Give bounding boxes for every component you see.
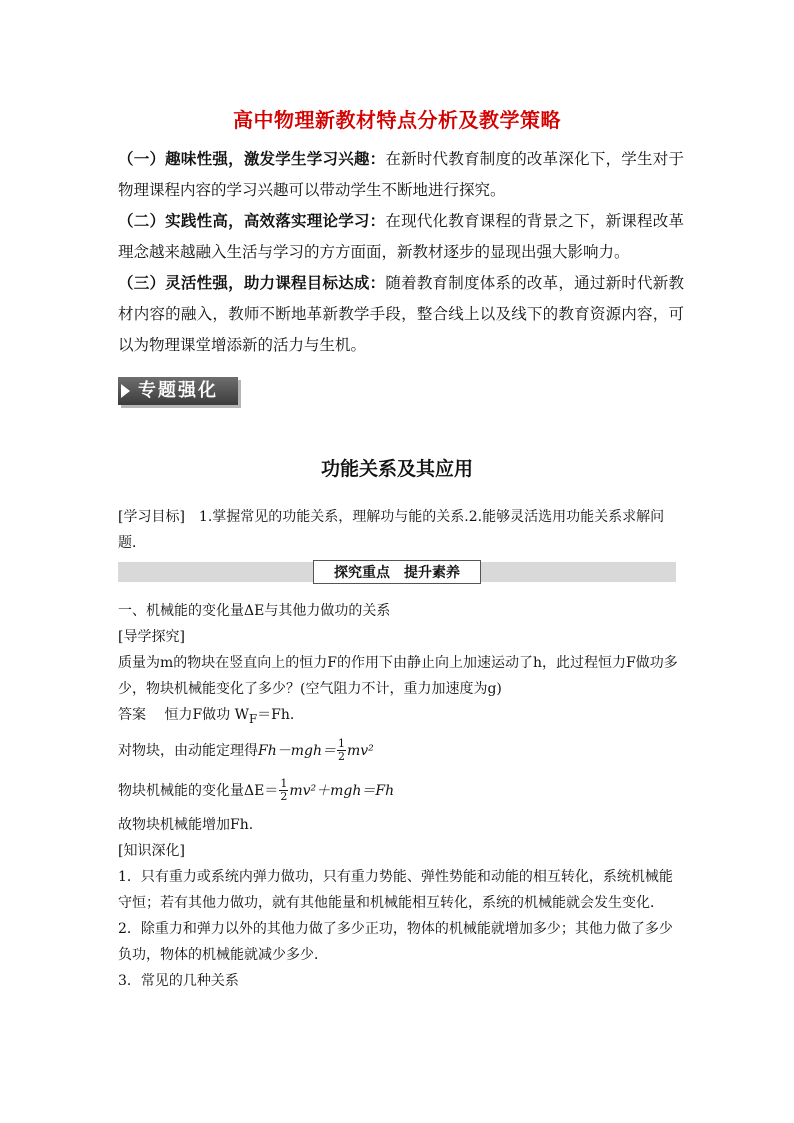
fraction-half: $\frac{1}{2}$	[280, 777, 288, 804]
guide-label: [导学探究]	[118, 629, 185, 645]
knowledge-label: [知识深化]	[118, 842, 185, 859]
answer-line: 答案 恒力F做功 $W_F=Fh$.	[118, 707, 295, 726]
topic-banner	[118, 377, 238, 407]
intro-section	[118, 144, 684, 361]
heading-1: 一、机械能的变化量ΔE与其他力做功的关系	[118, 603, 391, 619]
knowledge-item-1: 1．只有重力或系统内弹力做功，只有重力势能、弹性势能和动能的相互转化，系统机械能守恒；若有其他力做功，就有其他能量和机械能相互转化，系统的机械能就会发生变化．	[118, 868, 673, 911]
section-bar-label: 探究重点 提升素养	[313, 560, 481, 584]
knowledge-item-3: 3．常见的几种关系	[118, 972, 239, 989]
section-bar	[118, 562, 676, 582]
banner-label: 专题强化	[138, 380, 218, 401]
intro-paragraph-2: （二）实践性高，高效落实理论学习：在现代化教育课程的背景之下，新课程改革理念越来越融入生活与学习的方方面面，新教材逐步的显现出强大影响力。	[118, 212, 684, 261]
content-body	[118, 598, 684, 994]
learning-objective: [学习目标] 1.掌握常见的功能关系，理解功与能的关系.2.能够灵活选用功能关系求解问题．	[118, 509, 665, 551]
intro-paragraph-1: （一）趣味性强，激发学生学习兴趣：在新时代教育制度的改革深化下，学生对于物理课程内容的学习兴趣可以带动学生不断地进行探究。	[118, 150, 684, 199]
conclusion-text: 故物块机械能增加Fh.	[118, 816, 254, 833]
intro-paragraph-3: （三）灵活性强，助力课程目标达成：随着教育制度体系的改革，通过新时代新教材内容的融入，教师不断地革新教学手段，整合线上以及线下的教育资源内容，可以为物理课堂增添新的活力与生机。	[118, 274, 684, 354]
section-title: 功能关系及其应用	[320, 458, 473, 480]
main-title: 高中物理新教材特点分析及教学策略	[233, 108, 561, 132]
equation-1: 对物块，由动能定理得Fh－mgh＝ $\frac{1}{2}$ mv²	[118, 737, 374, 764]
equation-2: 物块机械能的变化量ΔE＝ $\frac{1}{2}$ mv²＋mgh＝Fh	[118, 777, 395, 804]
play-arrow-icon	[121, 384, 130, 398]
knowledge-item-2: 2．除重力和弹力以外的其他力做了多少正功，物体的机械能就增加多少；其他力做了多少负功，物体的机械能就减少多少．	[118, 920, 673, 963]
fraction-half: $\frac{1}{2}$	[337, 737, 345, 764]
question-text: 质量为m的物块在竖直向上的恒力F的作用下由静止向上加速运动了h，此过程恒力F做功多少，物块机械能变化了多少？(空气阻力不计，重力加速度为g)	[118, 655, 678, 697]
